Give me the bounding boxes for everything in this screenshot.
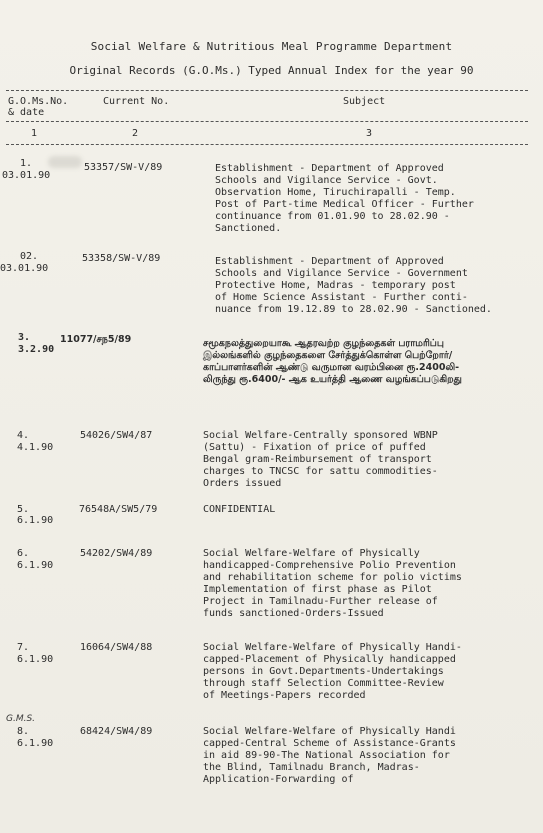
col-current-no: Current No. <box>103 96 170 107</box>
col-number-2: 2 <box>132 128 139 139</box>
col-number-1: 1 <box>31 128 38 139</box>
rule-top <box>6 90 528 91</box>
ink-smudge <box>48 156 82 168</box>
entry-8-date: 6.1.90 <box>17 738 54 749</box>
entry-1-no: 1. <box>20 158 33 169</box>
entry-5-subject: CONFIDENTIAL <box>203 504 276 515</box>
entry-4-current: 54026/SW4/87 <box>80 430 153 441</box>
entry-1-date: 03.01.90 <box>2 170 51 181</box>
entry-5-current: 76548A/SW5/79 <box>79 504 158 515</box>
entry-8-current: 68424/SW4/89 <box>80 726 153 737</box>
entry-2-date: 03.01.90 <box>0 263 49 274</box>
entry-4-no: 4. <box>17 430 30 441</box>
entry-3-date: 3.2.90 <box>18 344 55 355</box>
entry-6-date: 6.1.90 <box>17 560 54 571</box>
entry-1-current: 53357/SW-V/89 <box>84 162 163 173</box>
col-subject: Subject <box>343 96 386 107</box>
entry-7-current: 16064/SW4/88 <box>80 642 153 653</box>
index-title: Original Records (G.O.Ms.) Typed Annual Index for the year 90 <box>69 64 474 77</box>
col-number-3: 3 <box>366 128 373 139</box>
entry-4-subject: Social Welfare-Centrally sponsored WBNP (Sattu) - Fixation of price of puffed Bengal gram-Reimbursement of transport charges to TNCSC for sattu commodities- Orders issued <box>203 430 438 489</box>
col-date: & date <box>8 107 45 118</box>
entry-2-current: 53358/SW-V/89 <box>82 253 161 264</box>
entry-3-current: 11077/சந5/89 <box>60 334 132 345</box>
rule-mid <box>6 121 528 122</box>
handwritten-note: G.M.S. <box>6 714 36 724</box>
entry-3-no: 3. <box>18 332 31 343</box>
entry-7-no: 7. <box>17 642 30 653</box>
entry-7-date: 6.1.90 <box>17 654 54 665</box>
entry-6-no: 6. <box>17 548 30 559</box>
entry-8-no: 8. <box>17 726 30 737</box>
entry-6-subject: Social Welfare-Welfare of Physically handicapped-Comprehensive Polio Prevention and rehabilitation scheme for polio victims Implementation of first phase as Pilot Project in Tamilnadu-Further release of funds sanctioned-Orders-Issued <box>203 548 462 619</box>
entry-5-no: 5. <box>17 504 30 515</box>
entry-8-subject: Social Welfare-Welfare of Physically Handi capped-Central Scheme of Assistance-Grants in aid 89-90-The National Association for the Blind, Tamilnadu Branch, Madras- Application-Forwarding of <box>203 726 456 785</box>
entry-4-date: 4.1.90 <box>17 442 54 453</box>
entry-5-date: 6.1.90 <box>17 515 54 526</box>
department-title: Social Welfare & Nutritious Meal Programme Department <box>90 40 453 53</box>
col-go-ms-no: G.O.Ms.No. <box>8 96 69 107</box>
entry-6-current: 54202/SW4/89 <box>80 548 153 559</box>
entry-2-no: 02. <box>20 251 39 262</box>
rule-bottom <box>6 144 528 145</box>
entry-3-subject: சமூகநலத்துறையாகூ ஆதரவற்ற குழந்தைகள் பராமரிப்பு இல்லங்களில் குழந்தைகளை சேர்த்துக்கொள்ள பெற்றோர்/ காப்பாளர்களின் ஆண்டு வருமான வரம்பினை ரூ.2400லி- லிருந்து ரூ.6400/- ஆக உயர்த்தி ஆணை வழங்கப்படுகிறது <box>203 338 462 385</box>
entry-7-subject: Social Welfare-Welfare of Physically Handi- capped-Placement of Physically handicapped persons in Govt.Departments-Undertakings through staff Selection Committee-Review of Meetings-Papers recorded <box>203 642 462 701</box>
entry-1-subject: Establishment - Department of Approved Schools and Vigilance Service - Govt. Observation Home, Tiruchirapalli - Temp. Post of Part-time Medical Officer - Further continuance from 01.01.90 to 28.02.90 - Sanctioned. <box>215 163 474 234</box>
entry-2-subject: Establishment - Department of Approved Schools and Vigilance Service - Government Protective Home, Madras - temporary post of Home Science Assistant - Further conti- nuance from 19.12.89 to 28.02.90 - Sanctioned. <box>215 256 492 315</box>
